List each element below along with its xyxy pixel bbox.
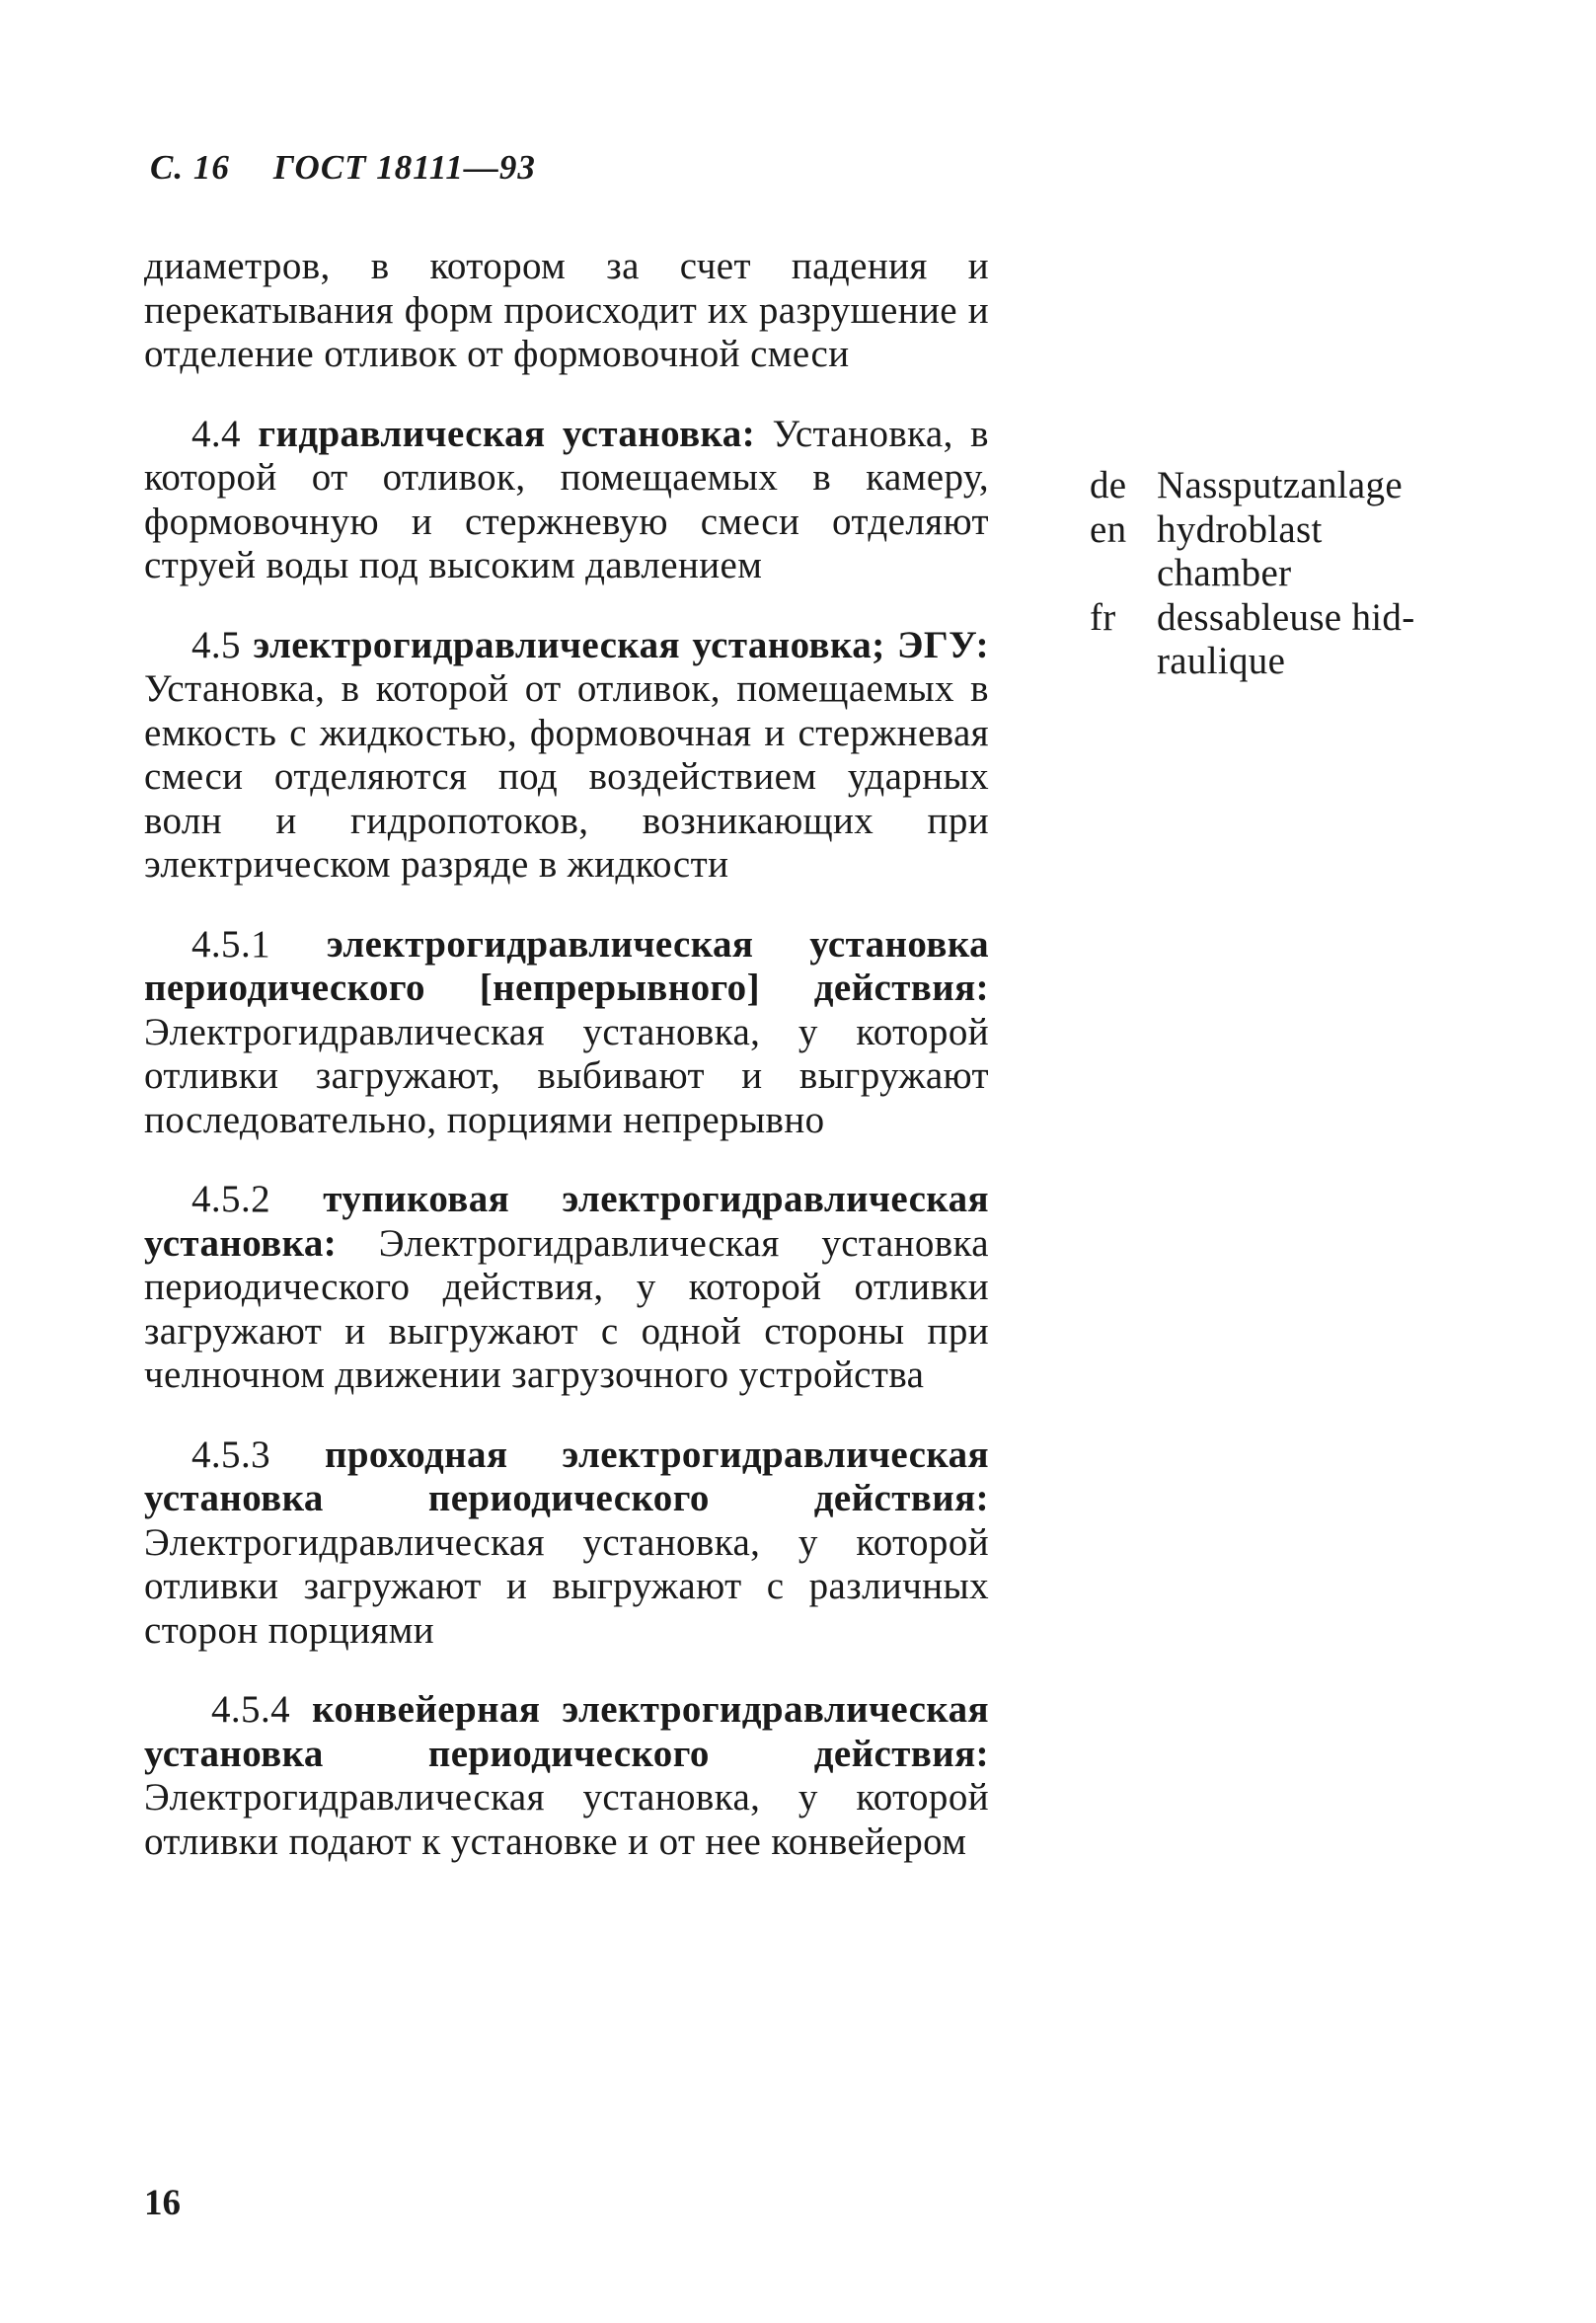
section-definition: Электрогидравлическая установка, у которой отливки загружают и выгружают с различных сторон порциями — [144, 1520, 989, 1652]
section-number: 4.5.2 — [191, 1178, 270, 1220]
equivalent-term: Nassputzanlage — [1157, 464, 1403, 506]
section-4-5-2 — [144, 1178, 989, 1398]
section-4-5 — [144, 624, 989, 888]
equivalent-en — [1090, 508, 1514, 553]
section-definition: Электрогидравлическая установка, у которой отливки подают к установке и от нее конвейером — [144, 1776, 989, 1863]
page-header — [150, 148, 536, 188]
section-definition: Электрогидравлическая установка периодического действия, у которой отливки загружают и выгружают с одной стороны при челночном движении загрузочного устройства — [144, 1221, 990, 1396]
section-term: электрогидравлическая установка периодического [непрерывного] действия: — [144, 922, 989, 1009]
equivalent-de — [1090, 464, 1514, 508]
language-code: de — [1090, 464, 1127, 506]
section-number: 4.4 — [191, 412, 241, 455]
page-reference: С. 16 — [150, 148, 230, 187]
section-term: тупиковая электрогидравлическая установка: — [144, 1178, 989, 1265]
section-number: 4.5.4 — [211, 1688, 290, 1731]
section-term: конвейерная электрогидравлическая установка периодического действия: — [144, 1688, 989, 1775]
section-definition: Установка, в которой от отливок, помещаемых в камеру, формовочную и стержневую смеси отделяют струей воды под высоким давлением — [144, 412, 989, 586]
foreign-equivalents — [1090, 464, 1514, 684]
section-number: 4.5.3 — [191, 1433, 270, 1476]
section-4-4 — [144, 413, 989, 588]
equivalent-fr — [1090, 596, 1514, 641]
equivalent-term: hydroblast — [1157, 507, 1323, 551]
section-term: гидравлическая установка: — [258, 412, 756, 455]
equivalent-term-continuation: chamber — [1157, 552, 1292, 594]
language-code: en — [1090, 507, 1127, 551]
main-column — [144, 245, 989, 1899]
page-number: 16 — [144, 2183, 181, 2223]
section-definition: Установка, в которой от отливок, помещаемых в емкость с жидкостью, формовочная и стержневая смеси отделяются под воздействием ударных волн и гидропотоков, возникающих при электрическом разряде в жидкости — [144, 667, 989, 886]
language-code: fr — [1090, 595, 1116, 639]
section-term: электрогидравлическая установка; ЭГУ: — [253, 623, 990, 666]
section-definition: Электрогидравлическая установка, у которой отливки загружают, выбивают и выгружают последовательно, порциями непрерывно — [144, 1010, 989, 1141]
section-term: проходная электрогидравлическая установка периодического действия: — [144, 1433, 990, 1519]
standard-designation: ГОСТ 18111—93 — [272, 148, 536, 187]
equivalent-term: dessableuse hid- — [1157, 595, 1415, 639]
intro-paragraph: диаметров, в котором за счет падения и перекатывания форм происходит их разрушение и отделение отливок от формовочной смеси — [144, 245, 989, 375]
section-4-5-3 — [144, 1433, 989, 1654]
equivalent-term-continuation: raulique — [1157, 640, 1286, 682]
section-number: 4.5.1 — [191, 922, 270, 966]
section-4-5-4 — [144, 1688, 989, 1864]
section-4-5-1 — [144, 923, 989, 1143]
section-number: 4.5 — [191, 623, 241, 666]
